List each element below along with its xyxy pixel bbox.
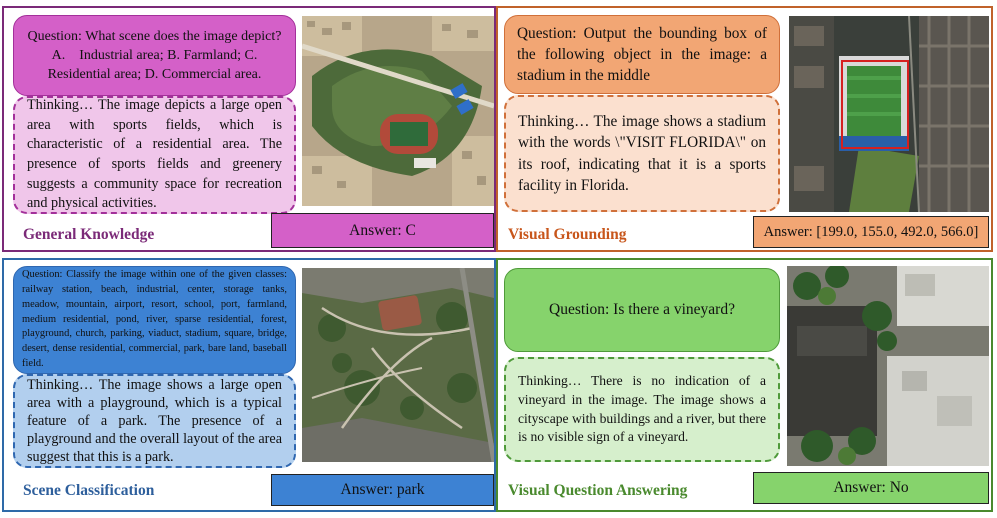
aerial-image-stadium [789,16,989,212]
question-box [504,15,780,94]
answer-box [271,213,494,248]
thinking-text: Thinking… The image shows a stadium with the words \"VISIT FLORIDA\" on its roof, indicating that it is a sports facility in Florida. [518,113,766,194]
panel-title: General Knowledge [23,226,155,243]
panel-vqa [496,258,993,512]
answer-text: Answer: park [340,481,425,498]
question-text: Question: Classify the image within one of the given classes: railway station, beach, industrial, center, storage tanks, meadow, mountain, airport, resort, school, port, farmland, medium residential, pond, river, sparse residential, forest, playground, church, parking, viaduct, stadium, square, bridge, desert, dense residential, commercial, park, bare land, baseball field. [22,269,287,369]
aerial-image-park [302,268,494,462]
panel-visual-grounding [496,6,993,252]
answer-box [753,216,989,248]
thinking-text: Thinking… There is no indication of a vineyard in the image. The image shows a cityscape with buildings and a river, but there is no visible sign of a vineyard. [518,373,766,445]
aerial-image-cityscape [787,266,989,466]
thinking-text: Thinking… The image shows a large open area with a playground, which is a typical feature of a park. The presence of a playground and the overall layout of the area suggest that this is a park. [27,376,282,466]
answer-box [271,474,494,506]
question-text: Question: Is there a vineyard? [549,301,735,319]
question-box [13,15,296,96]
panel-scene-classification [2,258,496,512]
panel-title: Visual Grounding [508,226,627,243]
thinking-box [504,357,780,462]
panel-title: Scene Classification [23,482,155,499]
answer-box [753,472,989,504]
thinking-box [13,96,296,214]
answer-text: Answer: No [833,479,909,496]
thinking-box [504,95,780,212]
thinking-box [13,374,296,468]
answer-text: Answer: [199.0, 155.0, 492.0, 566.0] [763,223,979,240]
panel-title: Visual Question Answering [508,482,688,499]
question-box [504,268,780,352]
panel-general-knowledge [2,6,496,252]
thinking-text: Thinking… The image depicts a large open area with sports fields, which is characteristic of a residential area. The presence of sports fields and greenery suggests a community space for recreation and physical activities. [27,97,282,212]
answer-text: Answer: C [349,221,416,239]
aerial-image-sports-fields [302,16,494,206]
question-text: Question: What scene does the image depict? A. Industrial area; B. Farmland; C. Residential area; D. Commercial area. [27,28,282,83]
question-text: Question: Output the bounding box of the following object in the image: a stadium in the middle [517,24,767,85]
question-box [13,266,296,374]
